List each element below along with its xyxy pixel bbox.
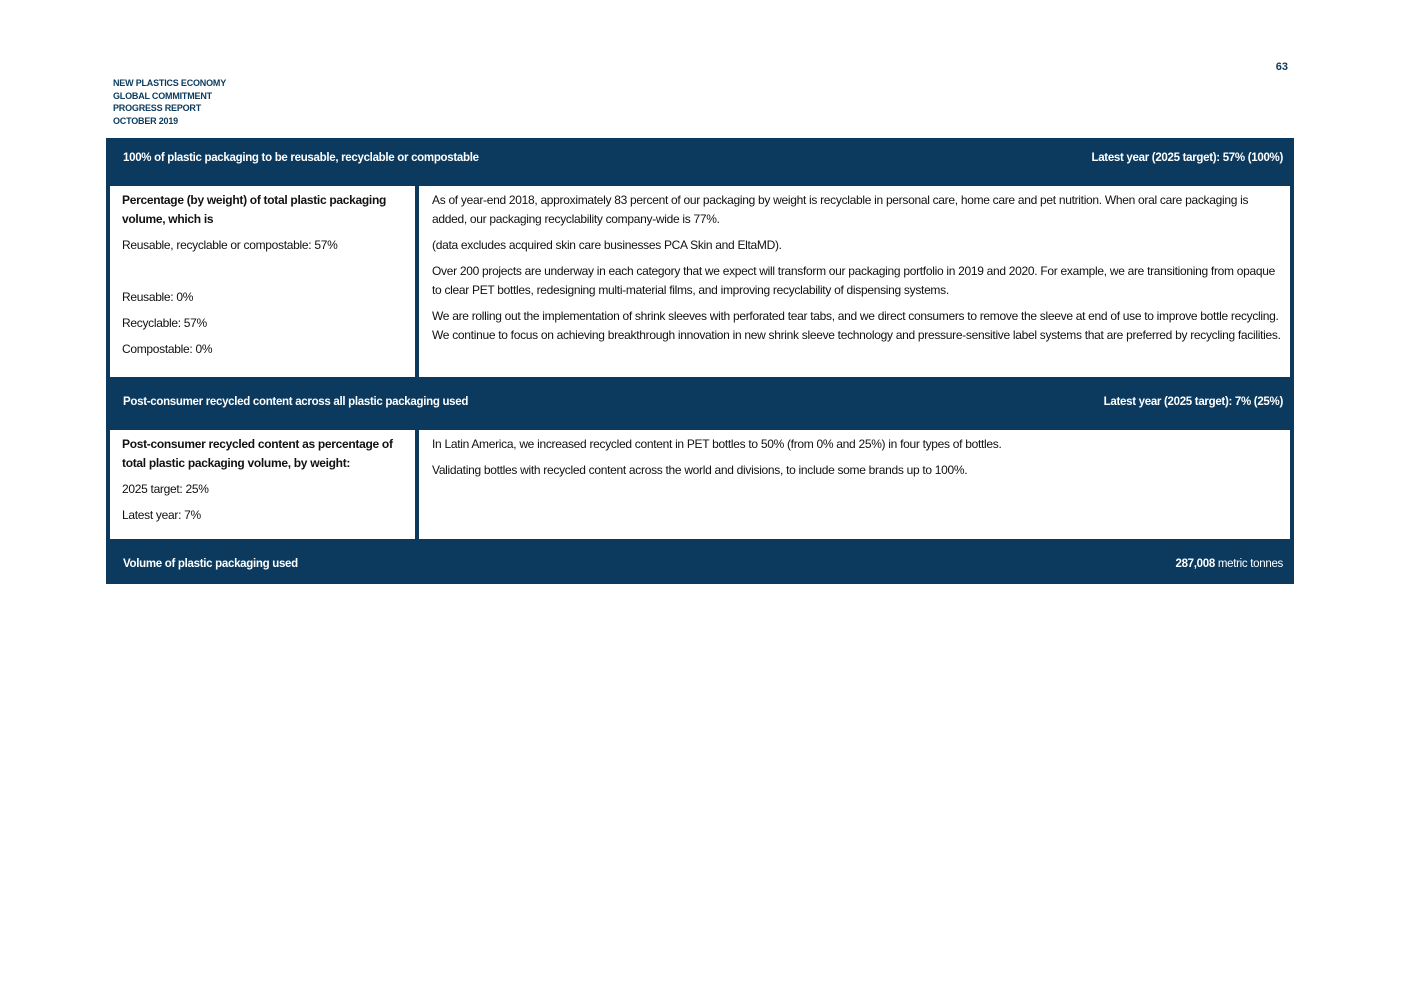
section1-paragraph: We are rolling out the implementation of shrink sleeves with perforated tear tabs, and we direct consumers to remove the sleeve at end of use to improve bottle recycling. We continue to focus on achieving breakthrough innovation in new shrink sleeve technology and pressure-sensitive label systems that are preferred by recycling facilities. bbox=[432, 309, 1281, 342]
header-line-4: OCTOBER 2019 bbox=[113, 115, 178, 126]
spacer bbox=[122, 262, 403, 288]
section1-recyclable: Recyclable: 57% bbox=[122, 316, 207, 330]
section2-left-heading: Post-consumer recycled content as percentage of total plastic packaging volume, by weight: bbox=[122, 437, 393, 470]
section1-left-heading: Percentage (by weight) of total plastic packaging volume, which is bbox=[122, 193, 387, 226]
section2-paragraph: In Latin America, we increased recycled content in PET bottles to 50% (from 0% and 25%) in four types of bottles. bbox=[432, 437, 1002, 451]
section2-left-cell bbox=[110, 430, 415, 539]
section1-paragraph: Over 200 projects are underway in each category that we expect will transform our packaging portfolio in 2019 and 2020. For example, we are transitioning from opaque to clear PET bottles, redesigning multi-material films, and improving recyclability of dispensing systems. bbox=[432, 264, 1275, 297]
section1-row bbox=[106, 178, 1294, 382]
section1-latest: Latest year (2025 target): 57% (100%) bbox=[1091, 152, 1283, 164]
section2-right-cell bbox=[419, 430, 1290, 539]
header-line-2: GLOBAL COMMITMENT bbox=[113, 90, 212, 101]
section3-value: 287,008 bbox=[1175, 558, 1215, 570]
section1-right-cell bbox=[419, 186, 1290, 377]
section3-band bbox=[106, 544, 1294, 584]
section3-title: Volume of plastic packaging used bbox=[123, 558, 298, 570]
section3-volume bbox=[1175, 558, 1283, 570]
section1-summary: Reusable, recyclable or compostable: 57% bbox=[122, 238, 338, 252]
section1-paragraph: (data excludes acquired skin care businesses PCA Skin and EltaMD). bbox=[432, 238, 782, 252]
header-line-1: NEW PLASTICS ECONOMY bbox=[113, 78, 227, 88]
section2-latest: Latest year (2025 target): 7% (25%) bbox=[1103, 396, 1283, 408]
section2-title: Post-consumer recycled content across all plastic packaging used bbox=[123, 396, 469, 408]
page-number: 63 bbox=[1275, 61, 1288, 73]
section2-band bbox=[106, 382, 1294, 422]
commitment-table bbox=[106, 138, 1294, 584]
section1-paragraph: As of year-end 2018, approximately 83 percent of our packaging by weight is recyclable in personal care, home care and pet nutrition. When oral care packaging is added, our packaging recyclability company-wide is 77%. bbox=[432, 193, 1249, 226]
section2-latest-year: Latest year: 7% bbox=[122, 508, 201, 522]
section2-target: 2025 target: 25% bbox=[122, 482, 209, 496]
section2-row bbox=[106, 422, 1294, 544]
header-line-3: PROGRESS REPORT bbox=[113, 103, 202, 113]
document-header bbox=[113, 77, 226, 127]
section1-band bbox=[106, 138, 1294, 178]
section1-reusable: Reusable: 0% bbox=[122, 290, 194, 304]
section1-title: 100% of plastic packaging to be reusable, recyclable or compostable bbox=[123, 152, 479, 164]
section1-left-cell bbox=[110, 186, 415, 377]
section2-paragraph: Validating bottles with recycled content across the world and divisions, to include some brands up to 100%. bbox=[432, 463, 968, 477]
section1-compostable: Compostable: 0% bbox=[122, 342, 213, 356]
section3-unit: metric tonnes bbox=[1214, 558, 1283, 570]
